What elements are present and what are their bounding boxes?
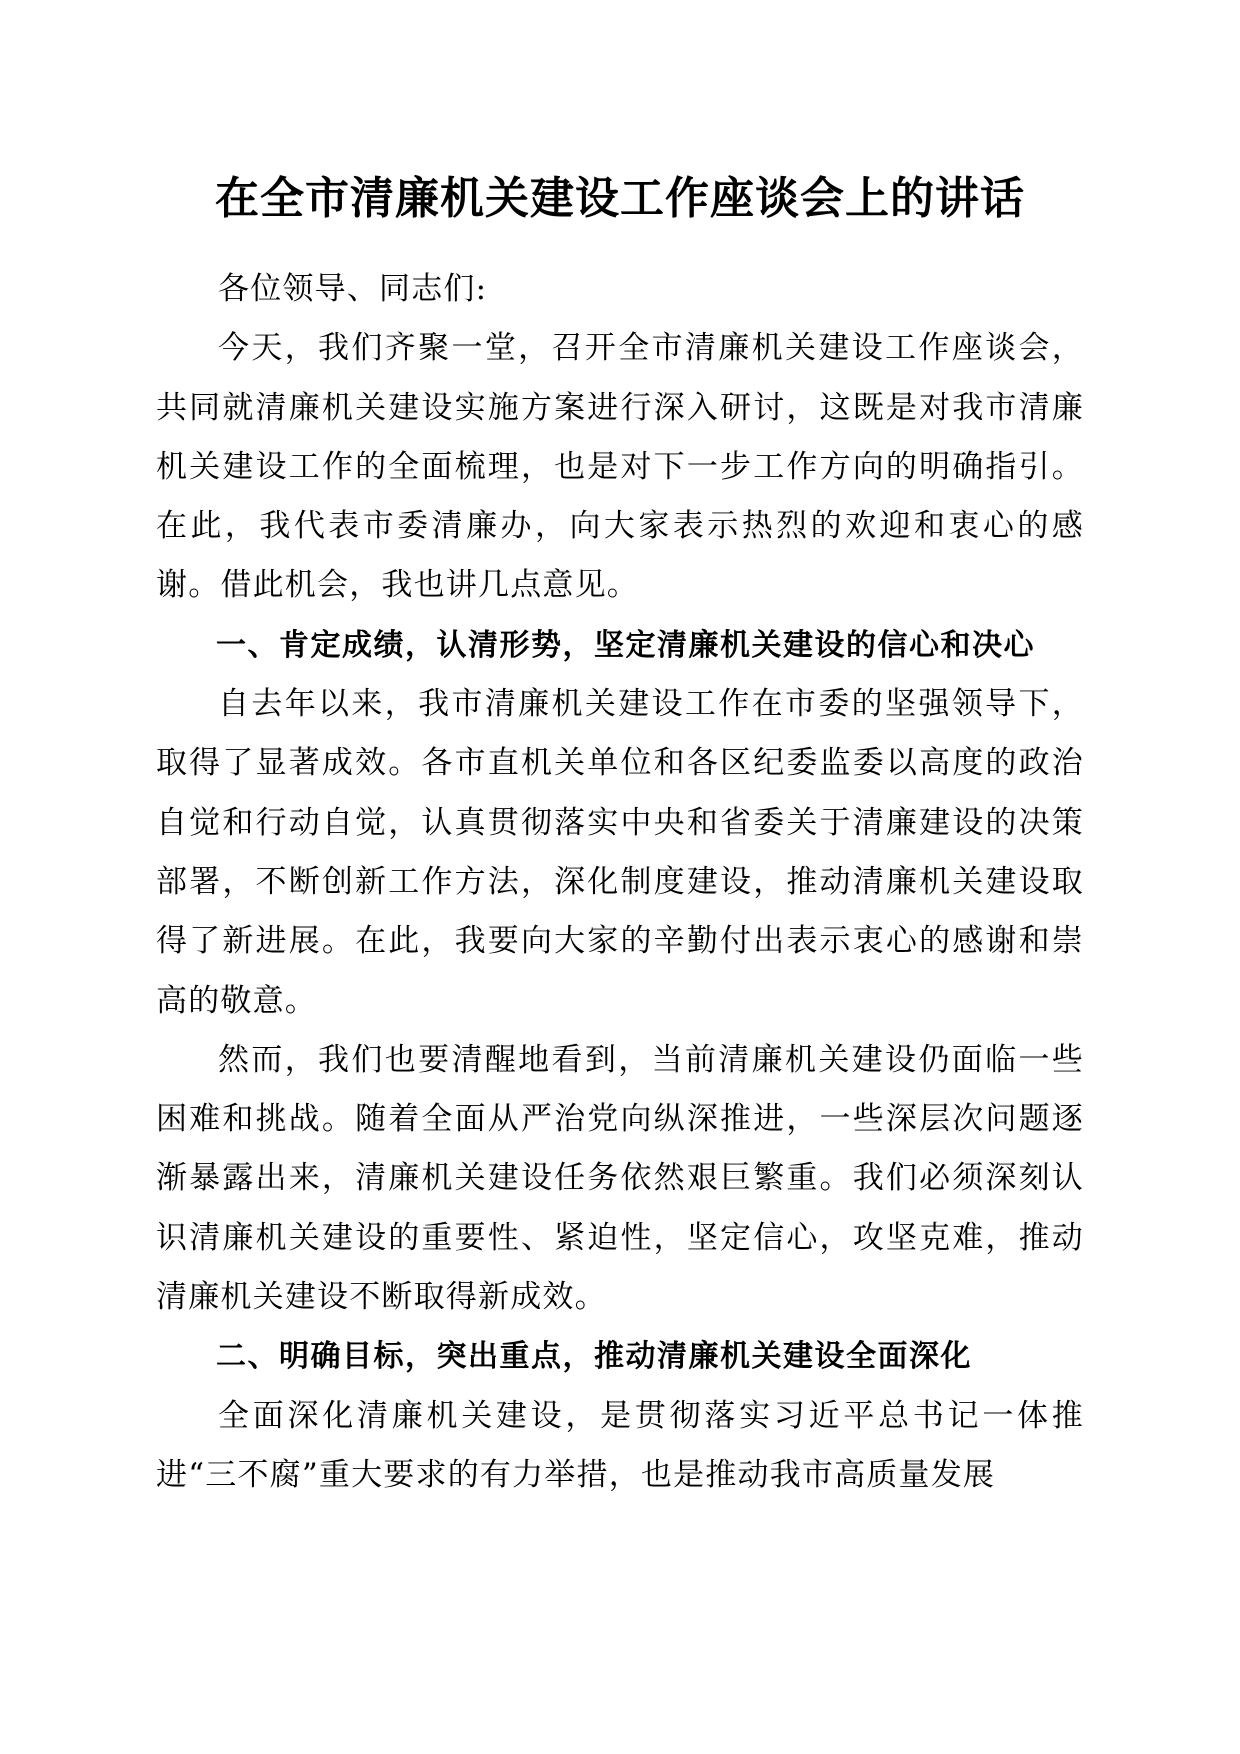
paragraph-opening: 今天，我们齐聚一堂，召开全市清廉机关建设工作座谈会，共同就清廉机关建设实施方案进行深入研讨，这既是对我市清廉机关建设工作的全面梳理，也是对下一步工作方向的明确指引。在此，我代表市委清廉办，向大家表示热烈的欢迎和衷心的感谢。借此机会，我也讲几点意见。 (156, 330, 1084, 604)
document-page (156, 160, 1084, 1505)
document-title: 在全市清廉机关建设工作座谈会上的讲话 (215, 173, 1025, 224)
paragraph-challenges: 然而，我们也要清醒地看到，当前清廉机关建设仍面临一些困难和挑战。随着全面从严治党向纵深推进，一些深层次问题逐渐暴露出来，清廉机关建设任务依然艰巨繁重。我们必须深刻认识清廉机关建设的重要性、紧迫性，坚定信心，攻坚克难，推动清廉机关建设不断取得新成效。 (156, 1041, 1084, 1316)
salutation: 各位领导、同志们: (218, 271, 488, 307)
paragraph-deepening: 全面深化清廉机关建设，是贯彻落实习近平总书记一体推进“三不腐”重大要求的有力举措，也是推动我市高质量发展 (156, 1397, 1084, 1493)
paragraph-achievements: 自去年以来，我市清廉机关建设工作在市委的坚强领导下，取得了显著成效。各市直机关单位和各区纪委监委以高度的政治自觉和行动自觉，认真贯彻落实中央和省委关于清廉建设的决策部署，不断创新工作方法，深化制度建设，推动清廉机关建设取得了新进展。在此，我要向大家的辛勤付出表示衷心的感谢和崇高的敬意。 (156, 686, 1084, 1019)
section-heading-1: 一、肯定成绩，认清形势，坚定清廉机关建设的信心和决心 (216, 627, 1035, 663)
section-heading-2: 二、明确目标，突出重点，推动清廉机关建设全面深化 (216, 1339, 972, 1375)
